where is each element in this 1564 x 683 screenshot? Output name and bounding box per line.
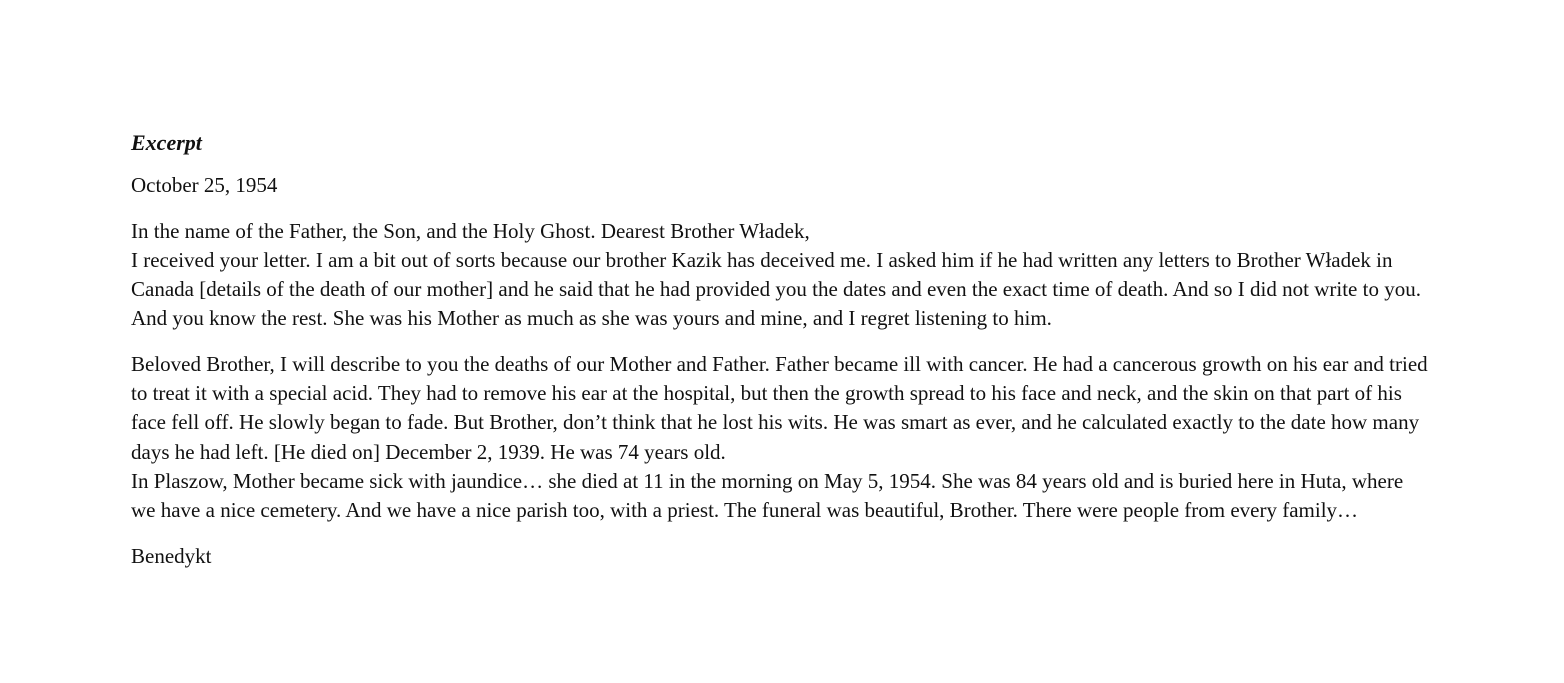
letter-opening-block	[131, 217, 1431, 334]
letter-paragraph-2: Beloved Brother, I will describe to you the deaths of our Mother and Father. Father became ill with cancer. He had a cancerous growth on his ear and tried to treat it with a special acid. They had to remove his ear at the hospital, but then the growth spread to his face and neck, and the skin on that part of his face fell off. He slowly began to fade. But Brother, don’t think that he lost his wits. He was smart as ever, and he calculated exactly to the date how many days he had left. [He died on] December 2, 1939. He was 74 years old.	[131, 351, 1428, 464]
letter-greeting: In the name of the Father, the Son, and the Holy Ghost. Dearest Brother Władek,	[131, 218, 810, 243]
letter-paragraph-1: I received your letter. I am a bit out of sorts because our brother Kazik has deceived me. I asked him if he had written any letters to Brother Władek in Canada [details of the death of our mother] and he said that he had provided you the dates and even the exact time of death. And so I did not write to you. And you know the rest. She was his Mother as much as she was yours and mine, and I regret listening to him.	[131, 247, 1421, 331]
letter-body-block	[131, 350, 1431, 526]
letter-paragraph-3: In Plaszow, Mother became sick with jaundice… she died at 11 in the morning on May 5, 1954. She was 84 years old and is buried here in Huta, where we have a nice cemetery. And we have a nice parish too, with a priest. The funeral was beautiful, Brother. There were people from every family…	[131, 468, 1404, 523]
letter-date: October 25, 1954	[131, 173, 278, 198]
excerpt-heading: Excerpt	[131, 130, 202, 155]
letter-signature: Benedykt	[131, 543, 212, 568]
letter-document	[131, 128, 1431, 571]
